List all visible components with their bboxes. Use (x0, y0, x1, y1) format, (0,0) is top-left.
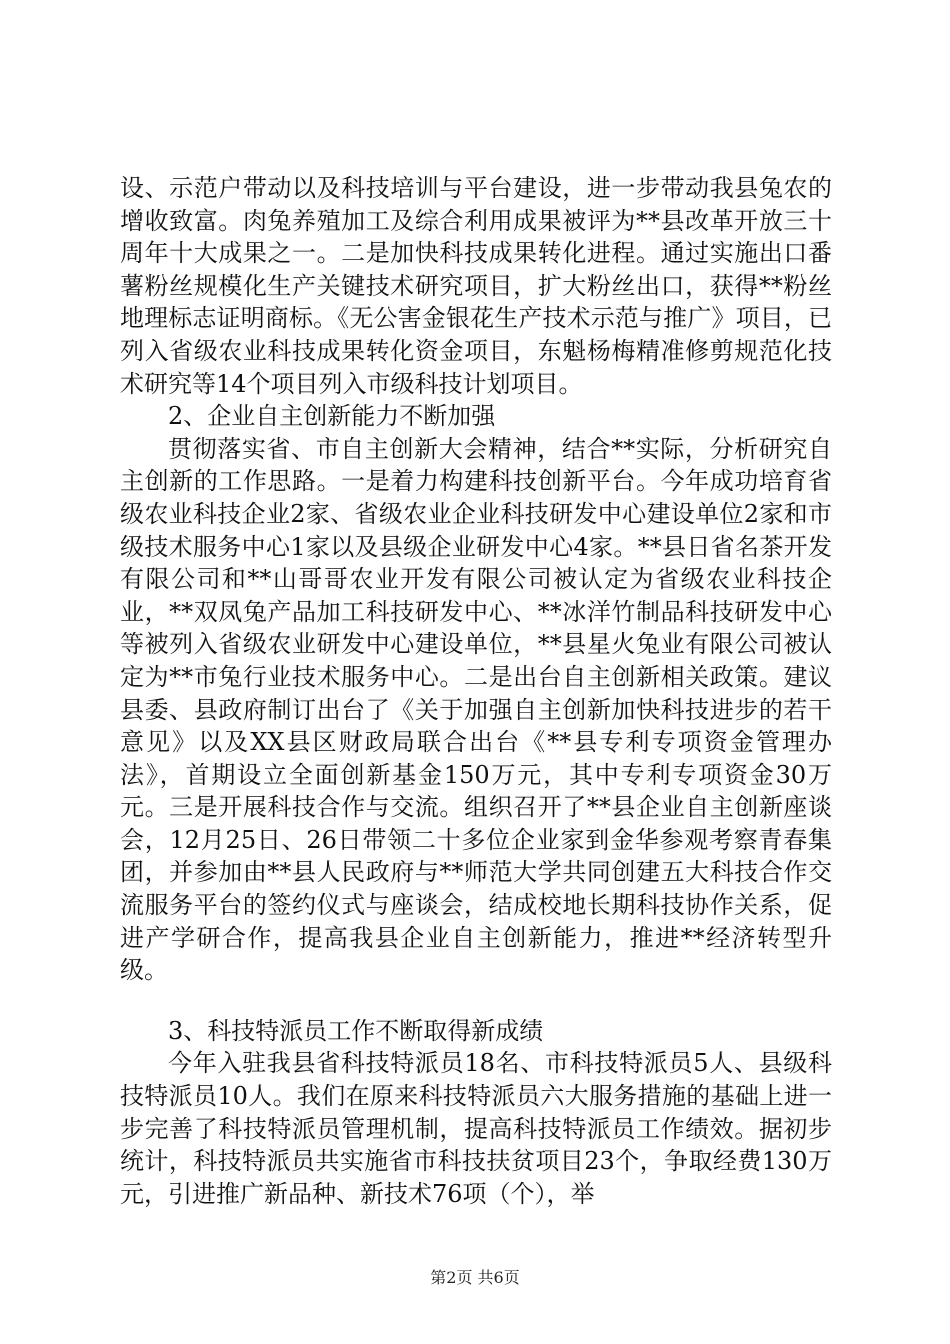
section-heading-2: 2、企业自主创新能力不断加强 (168, 402, 496, 431)
paragraph-specialists: 今年入驻我县省科技特派员18名、市科技特派员5人、县级科技特派员10人。我们在原来科技特派员六大服务措施的基础上进一步完善了科技特派员管理机制，提高科技特派员工作绩效。据初步统计，科技特派员共实施省市科技扶贫项目23个，争取经费130万元，引进推广新品种、新技术76项（个），举 (120, 1049, 832, 1208)
paragraph-continuation: 设、示范户带动以及科技培训与平台建设，进一步带动我县兔农的增收致富。肉兔养殖加工及综合利用成果被评为**县改革开放三十周年十大成果之一。二是加快科技成果转化进程。通过实施出口番薯粉丝规模化生产关键技术研究项目，扩大粉丝出口，获得**粉丝地理标志证明商标。《无公害金银花生产技术示范与推广》项目，已列入省级农业科技成果转化资金项目，东魁杨梅精准修剪规范化技术研究等14个项目列入市级科技计划项目。 (120, 174, 832, 398)
paragraph-gap (120, 987, 832, 1015)
document-body (120, 172, 832, 1210)
page-number-footer: 第2页 共6页 (430, 1268, 520, 1287)
paragraph-innovation: 贯彻落实省、市自主创新大会精神，结合**实际，分析研究自主创新的工作思路。一是着力构建科技创新平台。今年成功培育省级农业科技企业2家、省级农业企业科技研发中心建设单位2家和市级技术服务中心1家以及县级企业研发中心4家。**县日省名茶开发有限公司和**山哥哥农业开发有限公司被认定为省级农业科技企业，**双凤兔产品加工科技研发中心、**冰洋竹制品科技研发中心等被列入省级农业研发中心建设单位，**县星火兔业有限公司被认定为**市兔行业技术服务中心。二是出台自主创新相关政策。建议县委、县政府制订出台了《关于加强自主创新加快科技进步的若干意见》以及XX县区财政局联合出台《**县专利专项资金管理办法》，首期设立全面创新基金150万元，其中专利专项资金30万元。三是开展科技合作与交流。组织召开了**县企业自主创新座谈会，12月25日、26日带领二十多位企业家到金华参观考察青春集团，并参加由**县人民政府与**师范大学共同创建五大科技合作交流服务平台的签约仪式与座谈会，结成校地长期科技协作关系，促进产学研合作，提高我县企业自主创新能力，推进**经济转型升级。 (120, 434, 832, 985)
section-heading-3: 3、科技特派员工作不断取得新成绩 (168, 1016, 544, 1045)
